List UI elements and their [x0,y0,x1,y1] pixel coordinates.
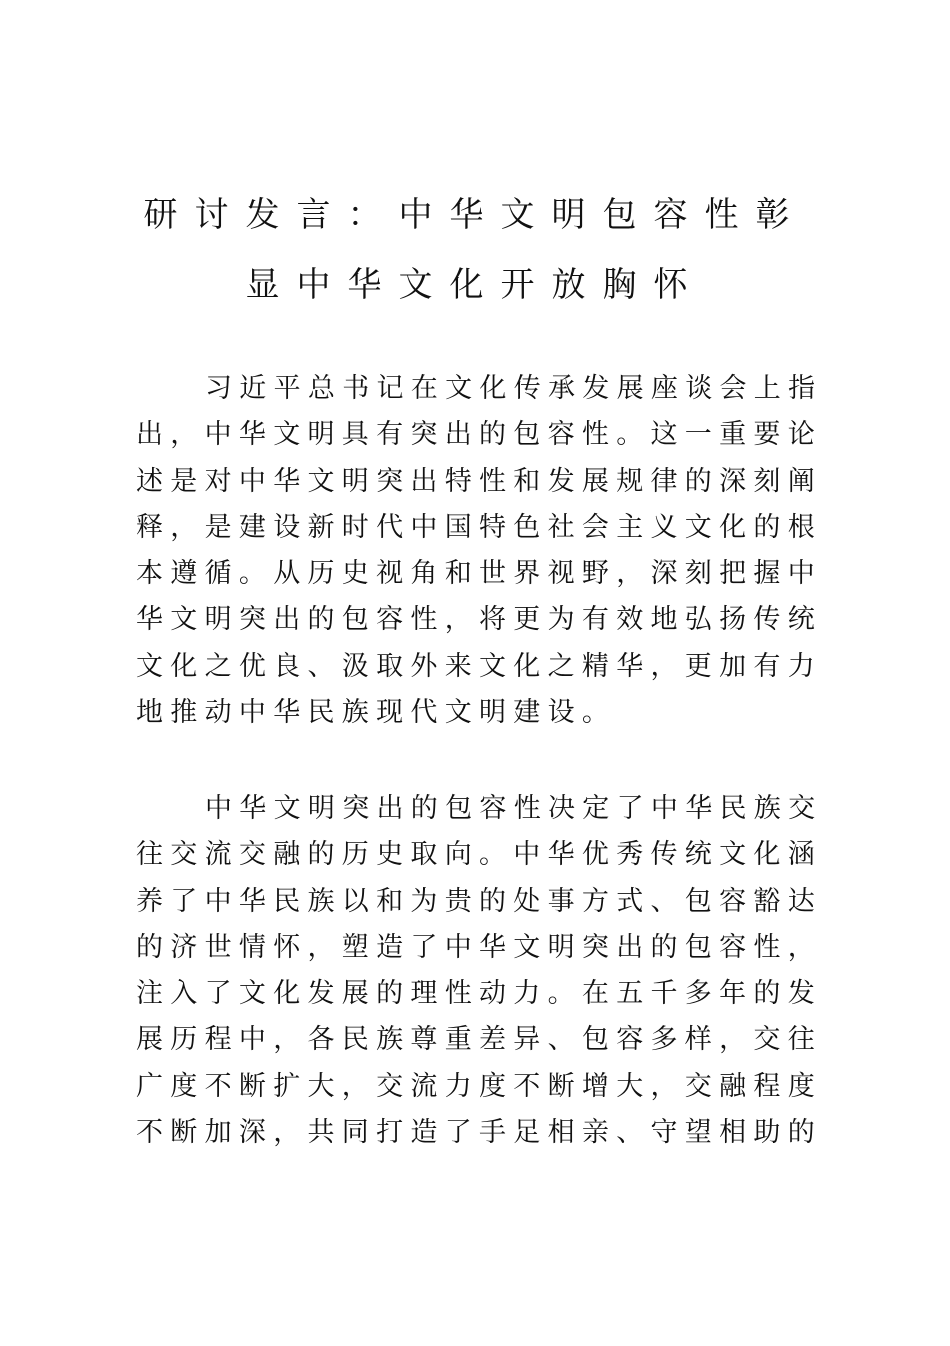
document-title-line-1: 研讨发言：中华文明包容性彰 [143,195,807,235]
paragraph-line: 的济世情怀，塑造了中华文明突出的包容性， [136,931,822,963]
paragraph-line: 养了中华民族以和为贵的处事方式、包容豁达 [136,885,822,917]
paragraph-line: 文化之优良、汲取外来文化之精华，更加有力 [136,650,822,682]
paragraph-line: 释，是建设新时代中国特色社会主义文化的根 [136,511,822,543]
paragraph-line: 中华文明突出的包容性决定了中华民族交 [205,793,823,824]
paragraph-line: 不断加深，共同打造了手足相亲、守望相助的 [136,1117,822,1149]
paragraph-line: 出，中华文明具有突出的包容性。这一重要论 [136,419,822,451]
document-title-line-2: 显中华文化开放胸怀 [245,265,705,305]
paragraph-line: 广度不断扩大，交流力度不断增大，交融程度 [136,1070,822,1102]
paragraph-line: 述是对中华文明突出特性和发展规律的深刻阐 [136,465,822,497]
paragraph-line: 展历程中，各民族尊重差异、包容多样，交往 [136,1024,822,1056]
paragraph-line: 地推动中华民族现代文明建设。 [136,697,617,729]
paragraph-line: 习近平总书记在文化传承发展座谈会上指 [205,373,823,404]
paragraph-line: 往交流交融的历史取向。中华优秀传统文化涵 [136,839,822,871]
paragraph-line: 华文明突出的包容性，将更为有效地弘扬传统 [136,604,822,636]
paragraph-line: 本遵循。从历史视角和世界视野，深刻把握中 [136,558,822,590]
paragraph-2 [136,786,826,1156]
paragraph-1 [136,366,826,736]
paragraph-line: 注入了文化发展的理性动力。在五千多年的发 [136,978,822,1010]
